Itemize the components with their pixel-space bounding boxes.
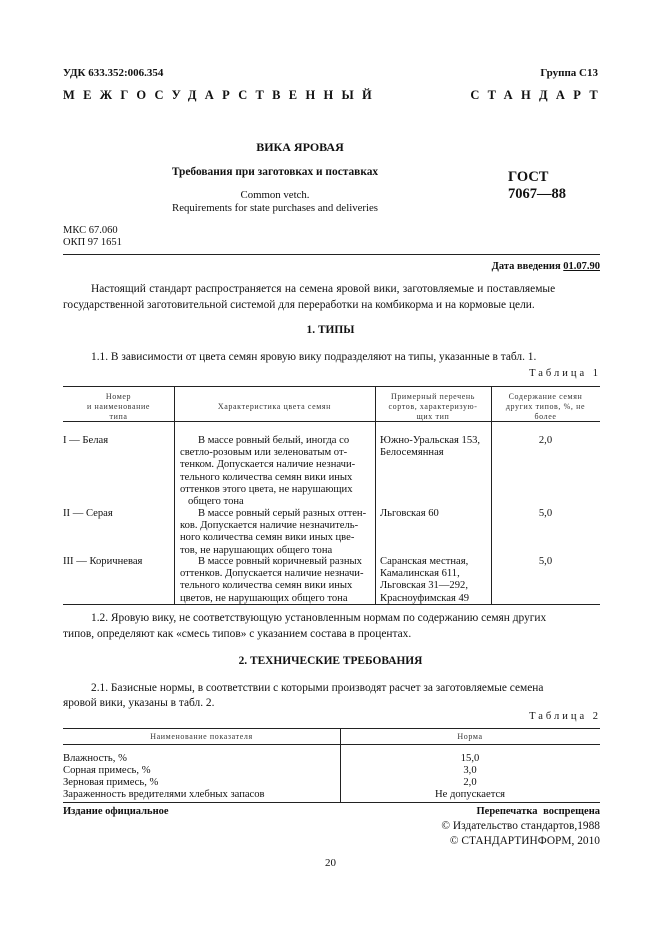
table-1-header-type: Номер и наименование типа <box>86 392 151 421</box>
table-1-content-cell: 5,0 <box>538 556 553 567</box>
section-2-paragraph-line-1: 2.1. Базисные нормы, в соответствии с которыми производят расчет за заготовляемые семена <box>91 682 544 694</box>
table-2-name-cell: Сорная примесь, % <box>63 765 151 776</box>
english-subtitle: Requirements for state purchases and deliveries <box>172 202 378 214</box>
table-1-header-color: Характеристика цвета семян <box>217 402 332 411</box>
mks-code: МКС 67.060 <box>63 225 118 236</box>
document-title: ВИКА ЯРОВАЯ <box>256 140 344 154</box>
official-edition: Издание официальное <box>63 806 169 817</box>
reprint-notice: Перепечатка воспрещена <box>476 806 600 817</box>
table-1-col-divider <box>174 386 175 604</box>
table-1-header-content: Содержание семян других типов, %, не более <box>505 392 586 421</box>
section-1-paragraph: 1.1. В зависимости от цвета семян яровую вику подразделяют на типы, указанные в табл. 1. <box>91 351 537 363</box>
standard-type-left: МЕЖГОСУДАРСТВЕННЫЙ <box>63 88 381 102</box>
section-2-heading: 2. ТЕХНИЧЕСКИЕ ТРЕБОВАНИЯ <box>238 655 423 667</box>
table-1-sorts-cell: Льговская 60 <box>380 508 439 519</box>
table-2-top-rule <box>63 728 600 729</box>
table-2-name-cell: Влажность, % <box>63 753 127 764</box>
table-2-label: Таблица 2 <box>529 711 601 722</box>
table-2-header-norm: Норма <box>457 732 483 741</box>
table-1-label: Таблица 1 <box>529 368 601 379</box>
section-2-paragraph-line-2: яровой вики, указаны в табл. 2. <box>63 697 215 709</box>
table-2-header-rule <box>63 744 600 745</box>
table-2-value-cell: 2,0 <box>463 777 477 788</box>
copyright-1988: © Издательство стандартов,1988 <box>441 820 600 832</box>
header-divider <box>63 254 600 255</box>
effective-date-value: 01.07.90 <box>563 261 600 272</box>
page-number: 20 <box>325 857 336 869</box>
table-1-sorts-cell: Южно-Уральская 153, Белосемянная <box>380 435 481 459</box>
udk-code: УДК 633.352:006.354 <box>63 67 164 79</box>
table-1-type-cell: II — Серая <box>63 508 113 519</box>
intro-line-2: государственной заготовительной системой для переработки на комбикорма и на кормовые цели. <box>63 299 535 311</box>
table-2-bottom-rule <box>63 802 600 803</box>
table-1-header-sorts: Примерный перечень сортов, характеризую- щих тип <box>388 392 478 421</box>
section-1-paragraph-2-line-1: 1.2. Яровую вику, не соответствующую установленным нормам по содержанию семян других <box>91 612 547 624</box>
copyright-2010: © СТАНДАРТИНФОРМ, 2010 <box>449 835 600 847</box>
english-title: Common vetch. <box>240 189 310 201</box>
section-1-paragraph-2-line-2: типов, определяют как «смесь типов» с указанием состава в процентах. <box>63 628 412 640</box>
table-2-header-name: Наименование показателя <box>150 732 253 741</box>
okp-code: ОКП 97 1651 <box>63 237 122 248</box>
table-1-content-cell: 2,0 <box>538 435 553 446</box>
section-1-heading: 1. ТИПЫ <box>306 324 355 336</box>
standard-type-right: СТАНДАРТ <box>470 88 606 102</box>
table-1-desc-cell: В массе ровный серый разных оттен- ков. Допускается наличие незначитель- ного количества семян вики иных цве- тов, не нарушающих общего тона <box>180 508 367 556</box>
intro-line-1: Настоящий стандарт распространяется на семена яровой вики, заготовляемые и поставляемые <box>91 283 556 295</box>
table-1-desc-cell: В массе ровный коричневый разных оттенков. Допускается наличие незначи- тельного количества семян вики иных цветов, не нарушающих общего тона <box>180 556 364 604</box>
document-subtitle: Требования при заготовках и поставках <box>171 166 379 178</box>
table-2-value-cell: 3,0 <box>463 765 477 776</box>
table-1-type-cell: III — Коричневая <box>63 556 143 567</box>
group-code: Группа С13 <box>540 67 598 79</box>
effective-date-label: Дата введения <box>491 261 561 272</box>
table-2-value-cell: 15,0 <box>460 753 480 764</box>
gost-label: ГОСТ <box>508 169 549 185</box>
table-1-sorts-cell: Саранская местная, Камалинская 611, Льговская 31—292, Красноуфимская 49 <box>380 556 470 604</box>
table-2-value-cell: Не допускается <box>434 789 506 800</box>
table-1-desc-cell: В массе ровный белый, иногда со светло-розовым или зеленоватым от- тенком. Допускается наличие незначи- тельного количества семян вики иных оттенков этого цвета, не нарушающих общего тона <box>180 435 356 508</box>
table-1-type-cell: I — Белая <box>63 435 109 446</box>
effective-date <box>492 261 600 272</box>
table-1-top-rule <box>63 386 600 387</box>
table-2-name-cell: Зараженность вредителями хлебных запасов <box>63 789 265 800</box>
table-1-content-cell: 5,0 <box>538 508 553 519</box>
table-2-name-cell: Зерновая примесь, % <box>63 777 159 788</box>
gost-number: 7067—88 <box>508 186 566 202</box>
